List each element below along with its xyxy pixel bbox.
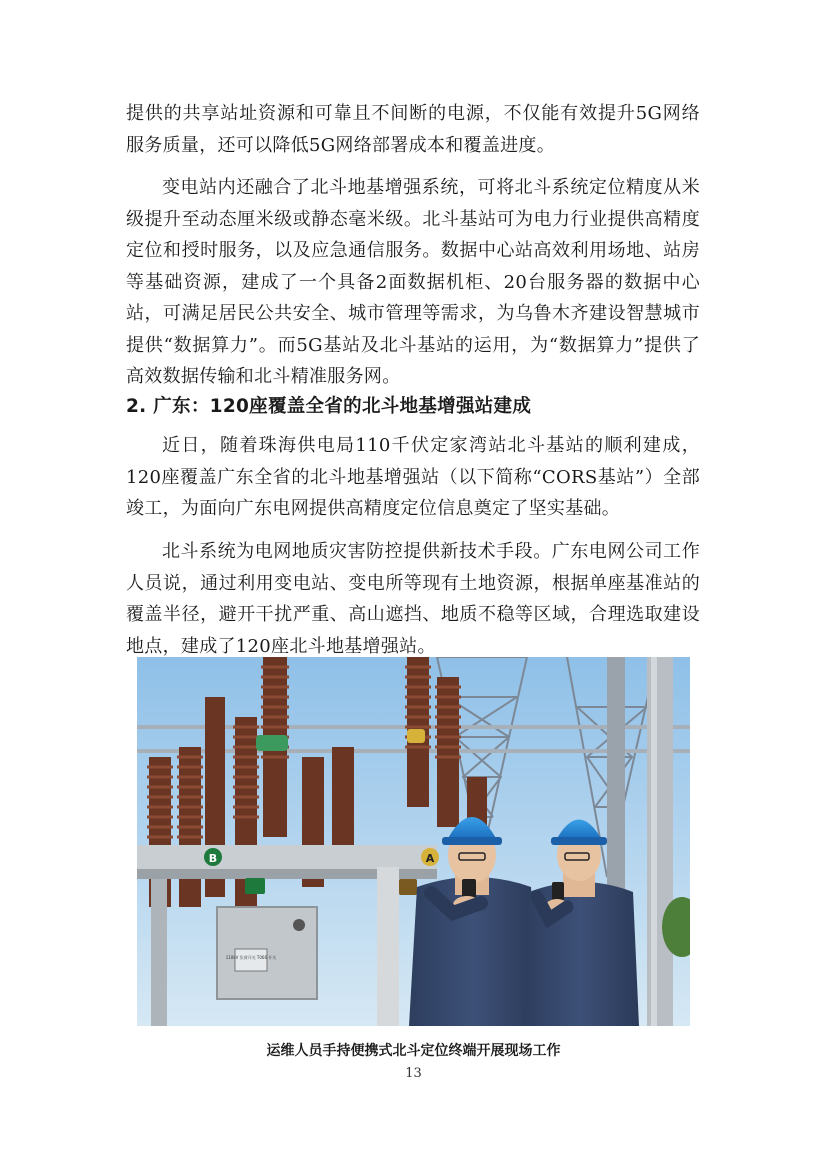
section-heading: 2. 广东：120座覆盖全省的北斗地基增强站建成 bbox=[126, 396, 532, 417]
phase-label-b: B bbox=[208, 852, 218, 865]
paragraph-guangdong-cors: 近日，随着珠海供电局110千伏定家湾站北斗基站的顺利建成，120座覆盖广东全省的北斗地基增强站（以下简称“CORS基站”）全部竣工，为面向广东电网提供高精度定位信息奠定了坚实基础。 bbox=[126, 435, 700, 519]
paragraph-beidou-substation: 变电站内还融合了北斗地基增强系统，可将北斗系统定位精度从米级提升至动态厘米级或静态毫米级。北斗基站可为电力行业提供高精度定位和授时服务，以及应急通信服务。数据中心站高效利用场地、站房等基础资源，建成了一个具备2面数据机柜、20台服务器的数据中心站，可满足居民公共安全、城市管理等需求，为乌鲁木齐建设智慧城市提供“数据算力”。而5G基站及北斗基站的运用，为“数据算力”提供了高效数据传输和北斗精准服务网。 bbox=[126, 177, 700, 387]
substation-photo bbox=[137, 657, 690, 1026]
paragraph-5g-continued: 提供的共享站址资源和可靠且不间断的电源，不仅能有效提升5G网络服务质量，还可以降低5G网络部署成本和覆盖进度。 bbox=[126, 103, 700, 156]
page-number: 13 bbox=[405, 1066, 422, 1081]
control-box-label: 110kV 负荷开关 T066 开关 bbox=[225, 955, 277, 960]
paragraph-geohazard: 北斗系统为电网地质灾害防控提供新技术手段。广东电网公司工作人员说，通过利用变电站、变电所等现有土地资源，根据单座基准站的覆盖半径，避开干扰严重、高山遮挡、地质不稳等区域，合理选取建设地点，建成了120座北斗地基增强站。 bbox=[126, 541, 700, 657]
phase-label-a: A bbox=[425, 852, 435, 865]
figure-caption: 运维人员手持便携式北斗定位终端开展现场工作 bbox=[266, 1043, 561, 1059]
